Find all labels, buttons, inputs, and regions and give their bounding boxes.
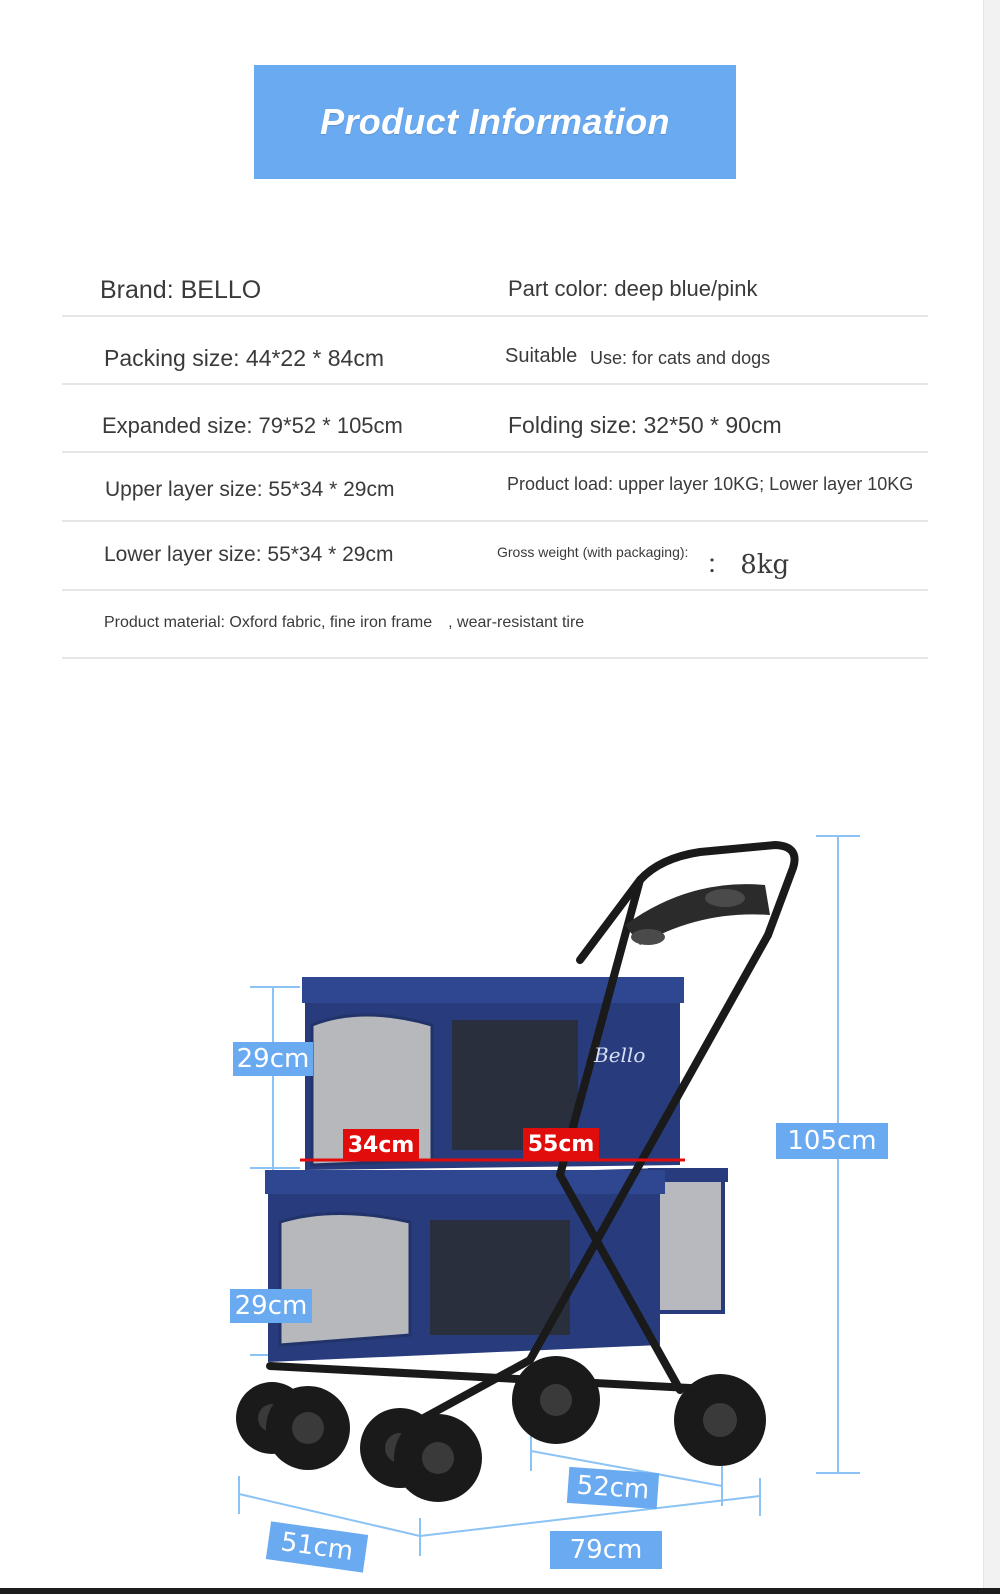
- spec-gross-weight-label: Gross weight (with packaging):: [497, 544, 689, 560]
- stroller-illustration: [0, 800, 1000, 1594]
- spec-packing-size: Packing size: 44*22 * 84cm: [104, 345, 384, 371]
- handle-console: [625, 884, 770, 945]
- total-height-label: 105cm: [776, 1123, 888, 1159]
- lower-height-label: 29cm: [230, 1289, 312, 1323]
- spec-product-load: Product load: upper layer 10KG; Lower layer 10KG: [507, 474, 914, 494]
- spec-folding-size: Folding size: 32*50 * 90cm: [508, 412, 782, 438]
- page-bottom-edge: [0, 1588, 1000, 1594]
- length-label: 79cm: [550, 1531, 662, 1569]
- divider: [62, 520, 928, 522]
- divider: [62, 451, 928, 453]
- spec-material: Product material: Oxford fabric, fine iron frame , wear-resistant tire: [104, 614, 585, 631]
- depth-label: 34cm: [343, 1129, 419, 1161]
- page-title: Product Information: [320, 101, 670, 142]
- spec-suitable-label: Suitable: [505, 345, 578, 367]
- spec-part-color: Part color: deep blue/pink: [508, 276, 758, 301]
- spec-gross-weight-value: ： 8kg: [706, 550, 790, 580]
- spec-suitable-value: Use: for cats and dogs: [590, 348, 771, 368]
- spec-expanded-size: Expanded size: 79*52 * 105cm: [102, 413, 403, 438]
- upper-height-label: 29cm: [233, 1042, 313, 1076]
- bello-logo: Bello: [594, 1043, 646, 1067]
- base-width-label: 51cm: [266, 1521, 368, 1572]
- spec-upper-layer-size: Upper layer size: 55*34 * 29cm: [105, 478, 395, 501]
- width-label: 55cm: [523, 1128, 599, 1160]
- divider: [62, 383, 928, 385]
- wheelbase-label: 52cm: [567, 1467, 659, 1509]
- divider: [62, 315, 928, 317]
- spec-lower-layer-size: Lower layer size: 55*34 * 29cm: [104, 543, 394, 566]
- title-banner: [254, 65, 736, 179]
- lower-compartment: [265, 1168, 665, 1362]
- spec-brand: Brand: BELLO: [100, 276, 262, 304]
- divider: [62, 657, 928, 659]
- divider: [62, 589, 928, 591]
